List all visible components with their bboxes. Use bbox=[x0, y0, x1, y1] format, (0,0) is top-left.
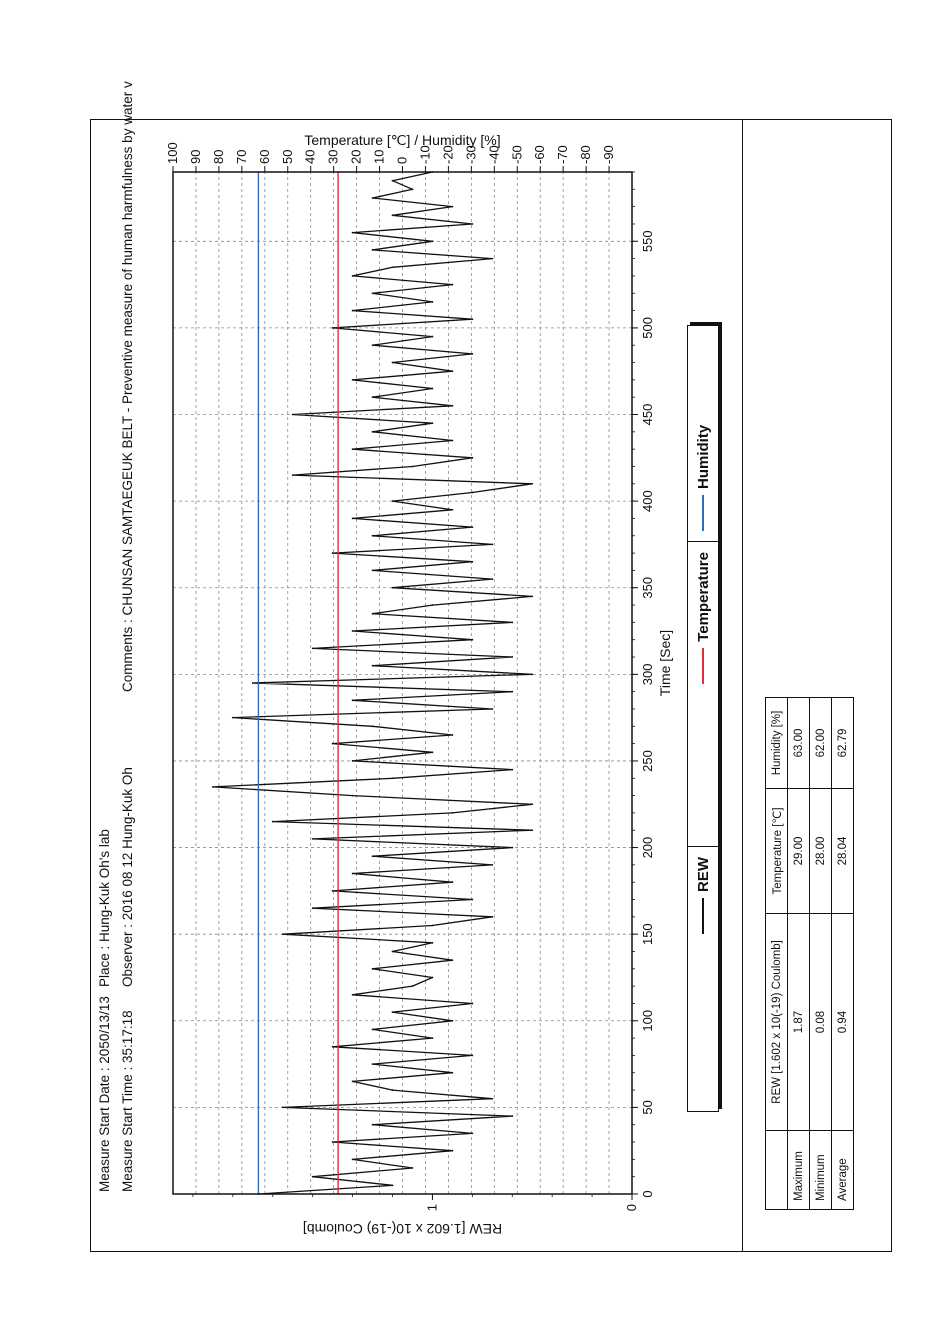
rew-data-point bbox=[352, 379, 354, 381]
rew-data-point bbox=[392, 951, 394, 953]
rew-data-point bbox=[531, 803, 533, 805]
stats-humidity-value: 62.00 bbox=[810, 698, 832, 789]
rew-data-point bbox=[432, 604, 434, 606]
rew-data-point bbox=[471, 492, 473, 494]
series-line-rew bbox=[213, 172, 532, 1194]
rew-data-point bbox=[372, 613, 374, 615]
stats-header-row bbox=[766, 698, 788, 1210]
rew-data-point bbox=[392, 1089, 394, 1091]
rew-data-point bbox=[471, 561, 473, 563]
rew-data-point bbox=[432, 925, 434, 927]
rew-data-point bbox=[372, 396, 374, 398]
stats-label: Average bbox=[832, 1131, 854, 1210]
right-tick-label: -10 bbox=[417, 145, 433, 164]
rew-data-point bbox=[372, 968, 374, 970]
rew-data-point bbox=[352, 795, 354, 797]
rew-data-point bbox=[451, 734, 453, 736]
humidity-legend-swatch bbox=[702, 495, 704, 531]
stats-temperature-value: 29.00 bbox=[788, 789, 810, 914]
rew-data-point bbox=[412, 466, 414, 468]
rew-data-point bbox=[471, 1003, 473, 1005]
legend-item-temperature bbox=[688, 541, 718, 846]
x-tick-label: 400 bbox=[640, 490, 655, 512]
rew-data-point bbox=[352, 1081, 354, 1083]
rew-data-point bbox=[491, 916, 493, 918]
rew-data-point bbox=[432, 977, 434, 979]
right-tick-label: -90 bbox=[601, 145, 617, 164]
stats-rew-value: 0.94 bbox=[832, 914, 854, 1131]
rew-data-point bbox=[352, 1158, 354, 1160]
rew-data-point bbox=[392, 180, 394, 182]
rew-data-point bbox=[511, 691, 513, 693]
rew-data-point bbox=[491, 578, 493, 580]
rew-data-point bbox=[352, 275, 354, 277]
x-tick-label: 50 bbox=[640, 1100, 655, 1115]
rew-data-point bbox=[372, 1063, 374, 1065]
rew-data-point bbox=[392, 214, 394, 216]
right-tick-label: -50 bbox=[509, 145, 525, 164]
rew-data-point bbox=[372, 1029, 374, 1031]
chart-axes bbox=[165, 142, 655, 1211]
rew-data-point bbox=[352, 630, 354, 632]
rew-data-point bbox=[332, 1046, 334, 1048]
rew-data-point bbox=[312, 907, 314, 909]
rew-data-point bbox=[451, 812, 453, 814]
rew-data-point bbox=[451, 509, 453, 511]
rew-data-point bbox=[412, 1167, 414, 1169]
rew-data-point bbox=[471, 639, 473, 641]
rew-data-point bbox=[252, 682, 254, 684]
stats-header-temperature: Temperature [℃] bbox=[766, 789, 788, 914]
rew-data-point bbox=[392, 1184, 394, 1186]
rew-data-point bbox=[471, 1055, 473, 1057]
right-tick-label: 0 bbox=[394, 156, 410, 164]
stats-row-maximum bbox=[788, 698, 810, 1210]
rew-data-point bbox=[432, 1037, 434, 1039]
stats-row-minimum bbox=[810, 698, 832, 1210]
rew-data-point bbox=[451, 1150, 453, 1152]
x-tick-label: 450 bbox=[640, 403, 655, 426]
rew-data-point bbox=[352, 760, 354, 762]
rew-data-point bbox=[352, 232, 354, 234]
rew-data-point bbox=[471, 899, 473, 901]
rew-data-point bbox=[432, 422, 434, 424]
chart-series bbox=[212, 171, 533, 1195]
rew-data-point bbox=[451, 405, 453, 407]
rew-data-point bbox=[312, 1176, 314, 1178]
rew-data-point bbox=[471, 353, 473, 355]
left-tick-label: 1 bbox=[424, 1204, 440, 1212]
right-tick-label: 20 bbox=[348, 149, 364, 164]
x-tick-label: 100 bbox=[640, 1009, 655, 1032]
rew-data-point bbox=[491, 864, 493, 866]
rew-data-point bbox=[432, 388, 434, 390]
rew-data-point bbox=[332, 1141, 334, 1143]
right-tick-label: 70 bbox=[233, 149, 249, 164]
rew-data-point bbox=[352, 994, 354, 996]
legend-label-humidity: Humidity bbox=[694, 424, 712, 489]
stats-header-blank bbox=[766, 1131, 788, 1210]
rew-data-point bbox=[412, 985, 414, 987]
rew-data-point bbox=[432, 240, 434, 242]
stats-humidity-value: 62.79 bbox=[832, 698, 854, 789]
legend-label-temperature: Temperature bbox=[694, 552, 712, 642]
rew-data-point bbox=[491, 708, 493, 710]
x-tick-label: 500 bbox=[640, 317, 655, 339]
rew-data-point bbox=[282, 1106, 284, 1108]
rew-data-point bbox=[511, 621, 513, 623]
rew-data-point bbox=[352, 699, 354, 701]
x-tick-label: 550 bbox=[640, 230, 655, 253]
x-tick-label: 250 bbox=[640, 750, 655, 772]
stats-rew-value: 1.87 bbox=[788, 914, 810, 1131]
stats-rew-value: 0.08 bbox=[810, 914, 832, 1131]
rew-data-point bbox=[432, 301, 434, 303]
rew-data-point bbox=[352, 310, 354, 312]
rew-data-point bbox=[312, 838, 314, 840]
rew-data-point bbox=[412, 188, 414, 190]
stats-label: Maximum bbox=[788, 1131, 810, 1210]
rew-data-point bbox=[372, 197, 374, 199]
x-tick-label: 150 bbox=[640, 923, 655, 946]
rew-legend-swatch bbox=[702, 898, 704, 934]
x-tick-label: 0 bbox=[640, 1190, 655, 1198]
rew-data-point bbox=[272, 821, 274, 823]
rew-data-point bbox=[392, 587, 394, 589]
right-tick-label: 50 bbox=[279, 149, 295, 164]
right-tick-label: -60 bbox=[532, 145, 548, 164]
rew-data-point bbox=[531, 483, 533, 485]
right-tick-label: 10 bbox=[371, 149, 387, 164]
legend-item-humidity bbox=[688, 326, 718, 541]
right-tick-label: 80 bbox=[210, 149, 226, 164]
rew-data-point bbox=[332, 552, 334, 554]
rew-data-point bbox=[372, 725, 374, 727]
rew-data-point bbox=[471, 1132, 473, 1134]
rew-data-point bbox=[372, 292, 374, 294]
right-tick-label: 30 bbox=[325, 149, 341, 164]
rew-data-point bbox=[531, 595, 533, 597]
statistics-table bbox=[765, 697, 854, 1210]
rew-data-point bbox=[372, 570, 374, 572]
rew-data-point bbox=[511, 1115, 513, 1117]
rew-data-point bbox=[352, 448, 354, 450]
right-tick-label: 60 bbox=[256, 149, 272, 164]
left-axis-title: REW [1.602 x 10(-19) Coulomb] bbox=[302, 1221, 503, 1237]
rew-data-point bbox=[451, 959, 453, 961]
rew-data-point bbox=[292, 414, 294, 416]
right-tick-label: -40 bbox=[486, 145, 502, 164]
rew-data-point bbox=[392, 500, 394, 502]
rew-data-point bbox=[432, 942, 434, 944]
rew-data-point bbox=[282, 933, 284, 935]
x-tick-label: 200 bbox=[640, 836, 655, 859]
rew-data-point bbox=[471, 318, 473, 320]
legend-label-rew: REW bbox=[694, 857, 712, 892]
right-tick-label: -70 bbox=[555, 145, 571, 164]
rew-data-point bbox=[352, 873, 354, 875]
rew-data-point bbox=[451, 370, 453, 372]
rew-data-point bbox=[372, 535, 374, 537]
rew-data-point bbox=[392, 777, 394, 779]
rew-data-point bbox=[372, 249, 374, 251]
left-tick-label: 0 bbox=[624, 1204, 639, 1212]
x-axis-title: Time [Sec] bbox=[657, 629, 673, 697]
right-tick-label: 100 bbox=[165, 142, 180, 164]
rew-data-point bbox=[471, 457, 473, 459]
observer-text: Observer : 2016 08 12 Hung-Kuk Oh bbox=[120, 767, 135, 987]
measure-start-time: Measure Start Time : 35:17:18 bbox=[120, 1010, 135, 1192]
chart-legend bbox=[687, 325, 719, 1112]
rew-data-point bbox=[352, 518, 354, 520]
rew-data-point bbox=[372, 431, 374, 433]
rew-data-point bbox=[451, 1020, 453, 1022]
stats-humidity-value: 63.00 bbox=[788, 698, 810, 789]
right-tick-label: -30 bbox=[463, 145, 479, 164]
stats-temperature-value: 28.04 bbox=[832, 789, 854, 914]
rew-data-point bbox=[372, 665, 374, 667]
rew-data-point bbox=[372, 1124, 374, 1126]
rew-data-point bbox=[372, 855, 374, 857]
rew-data-point bbox=[232, 717, 234, 719]
rew-data-point bbox=[392, 362, 394, 364]
stats-label: Minimum bbox=[810, 1131, 832, 1210]
rew-data-point bbox=[332, 743, 334, 745]
rew-data-point bbox=[511, 656, 513, 658]
rew-data-point bbox=[531, 673, 533, 675]
rew-data-point bbox=[471, 223, 473, 225]
rew-data-point bbox=[451, 440, 453, 442]
rew-data-point bbox=[332, 327, 334, 329]
rew-data-point bbox=[451, 1072, 453, 1074]
rew-data-point bbox=[312, 647, 314, 649]
rew-data-point bbox=[392, 1011, 394, 1013]
rew-data-point bbox=[212, 786, 214, 788]
stats-row-average bbox=[832, 698, 854, 1210]
right-axis-title: Temperature [℃] / Humidity [%] bbox=[304, 132, 501, 148]
rew-data-point bbox=[451, 881, 453, 883]
rew-data-point bbox=[332, 890, 334, 892]
rew-data-point bbox=[451, 206, 453, 208]
rew-data-point bbox=[531, 829, 533, 831]
right-tick-label: 90 bbox=[187, 149, 203, 164]
rew-data-point bbox=[511, 769, 513, 771]
rew-data-point bbox=[432, 751, 434, 753]
rew-data-point bbox=[491, 544, 493, 546]
right-tick-label: -80 bbox=[578, 145, 594, 164]
place-text: Place : Hung-Kuk Oh's lab bbox=[97, 829, 112, 987]
rew-data-point bbox=[292, 474, 294, 476]
rew-data-point bbox=[491, 258, 493, 260]
legend-item-rew bbox=[688, 846, 718, 1111]
stats-header-humidity: Humidity [%] bbox=[766, 698, 788, 789]
rew-data-point bbox=[491, 1098, 493, 1100]
rew-data-point bbox=[511, 847, 513, 849]
rew-data-point bbox=[432, 336, 434, 338]
stats-temperature-value: 28.00 bbox=[810, 789, 832, 914]
rew-data-point bbox=[471, 526, 473, 528]
rew-data-point bbox=[392, 266, 394, 268]
rew-data-point bbox=[372, 344, 374, 346]
rew-data-point bbox=[451, 284, 453, 286]
measure-start-date: Measure Start Date : 2050/13/13 bbox=[97, 996, 112, 1192]
x-tick-label: 350 bbox=[640, 576, 655, 599]
x-tick-label: 300 bbox=[640, 663, 655, 686]
stats-header-rew: REW [1.602 x 10(-19) Coulomb] bbox=[766, 914, 788, 1131]
right-tick-label: 40 bbox=[302, 149, 318, 164]
temperature-legend-swatch bbox=[702, 648, 704, 684]
comments-text: Comments : CHUNSAN SAMTAEGEUK BELT - Preventive measure of human harmfulness by water v bbox=[120, 81, 135, 692]
right-tick-label: -20 bbox=[440, 145, 456, 164]
